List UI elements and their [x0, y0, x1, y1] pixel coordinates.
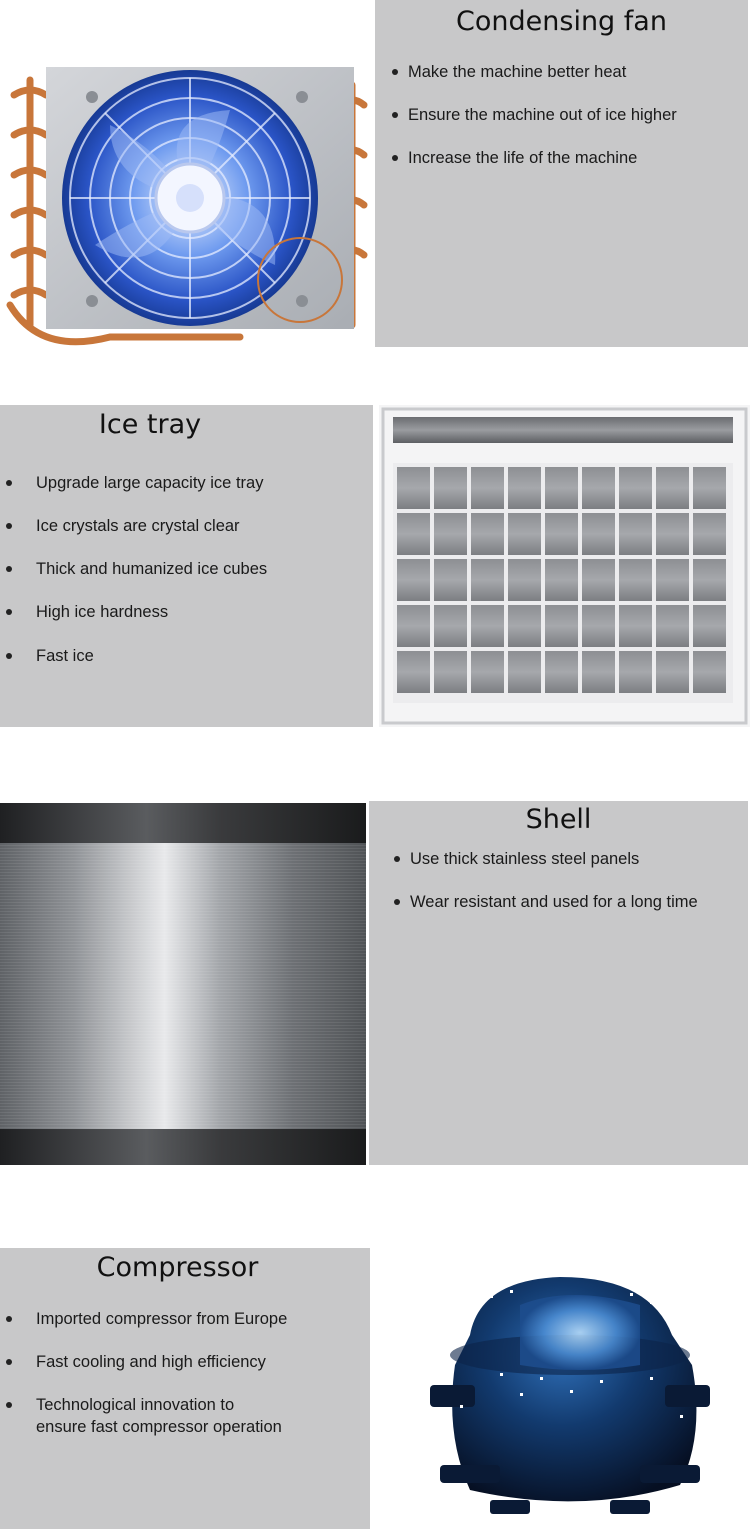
ice-cube-cell [508, 605, 541, 647]
condensing-fan-title: Condensing fan [456, 6, 667, 37]
shell-features [394, 848, 744, 913]
ice-cube-cell [545, 513, 578, 555]
shell-panel [369, 801, 748, 1165]
ice-cube-cell [619, 605, 652, 647]
ice-cube-cell [397, 513, 430, 555]
feature-item: Ice crystals are crystal clear [6, 515, 356, 537]
ice-tray-features [6, 472, 356, 667]
ice-cube-cell [693, 605, 726, 647]
ice-cube-cell [471, 559, 504, 601]
feature-item: Fast cooling and high efficiency [6, 1351, 346, 1373]
ice-cube-cell [582, 559, 615, 601]
feature-item: High ice hardness [6, 601, 356, 623]
ice-cube-cell [545, 467, 578, 509]
ice-cube-cell [656, 605, 689, 647]
ice-cube-cell [508, 467, 541, 509]
feature-item: Make the machine better heat [392, 61, 737, 83]
ice-cube-cell [693, 513, 726, 555]
feature-item: Thick and humanized ice cubes [6, 558, 356, 580]
condensing-fan-features [392, 61, 737, 169]
feature-item: Wear resistant and used for a long time [394, 891, 744, 913]
ice-cube-cell [582, 467, 615, 509]
ice-cube-cell [397, 605, 430, 647]
ice-cube-cell [434, 651, 467, 693]
ice-cube-cell [471, 467, 504, 509]
ice-cube-cell [508, 513, 541, 555]
feature-item: Imported compressor from Europe [6, 1308, 346, 1330]
ice-cube-cell [397, 467, 430, 509]
ice-cube-cell [582, 651, 615, 693]
ice-cube-cell [545, 651, 578, 693]
ice-cube-cell [619, 559, 652, 601]
ice-tray-panel [0, 405, 373, 727]
ice-cube-cell [693, 467, 726, 509]
ice-tray-title: Ice tray [98, 409, 202, 440]
ice-cube-cell [619, 467, 652, 509]
ice-cube-cell [545, 605, 578, 647]
condensing-fan-panel [375, 0, 748, 347]
condensing-fan-photo [0, 55, 372, 355]
compressor-photo [400, 1265, 740, 1525]
feature-item: Technological innovation to ensure fast compressor operation [6, 1394, 286, 1438]
ice-cube-cell [397, 651, 430, 693]
ice-cube-cell [508, 651, 541, 693]
compressor-title: Compressor [96, 1252, 259, 1283]
ice-cube-cell [471, 651, 504, 693]
ice-cube-cell [545, 559, 578, 601]
ice-cube-cell [434, 467, 467, 509]
steel-panel-photo [0, 803, 366, 1165]
ice-cube-cell [693, 559, 726, 601]
compressor-features [6, 1308, 346, 1438]
ice-cube-cell [656, 651, 689, 693]
ice-cube-cell [582, 513, 615, 555]
feature-item: Increase the life of the machine [392, 147, 737, 169]
ice-tray-photo [379, 405, 750, 727]
ice-cube-cell [619, 651, 652, 693]
feature-item: Ensure the machine out of ice higher [392, 104, 737, 126]
ice-cube-cell [434, 559, 467, 601]
ice-cube-cell [434, 605, 467, 647]
ice-cube-cell [693, 651, 726, 693]
ice-cube-cell [508, 559, 541, 601]
feature-item: Upgrade large capacity ice tray [6, 472, 356, 494]
compressor-panel [0, 1248, 370, 1529]
ice-cube-cell [397, 559, 430, 601]
ice-cube-cell [434, 513, 467, 555]
feature-item: Use thick stainless steel panels [394, 848, 744, 870]
ice-cube-cell [471, 605, 504, 647]
feature-item: Fast ice [6, 645, 356, 667]
ice-cube-cell [619, 513, 652, 555]
ice-cube-cell [582, 605, 615, 647]
ice-cube-cell [656, 559, 689, 601]
ice-cube-cell [471, 513, 504, 555]
ice-cube-cell [656, 467, 689, 509]
shell-title: Shell [525, 804, 592, 835]
ice-cube-cell [656, 513, 689, 555]
